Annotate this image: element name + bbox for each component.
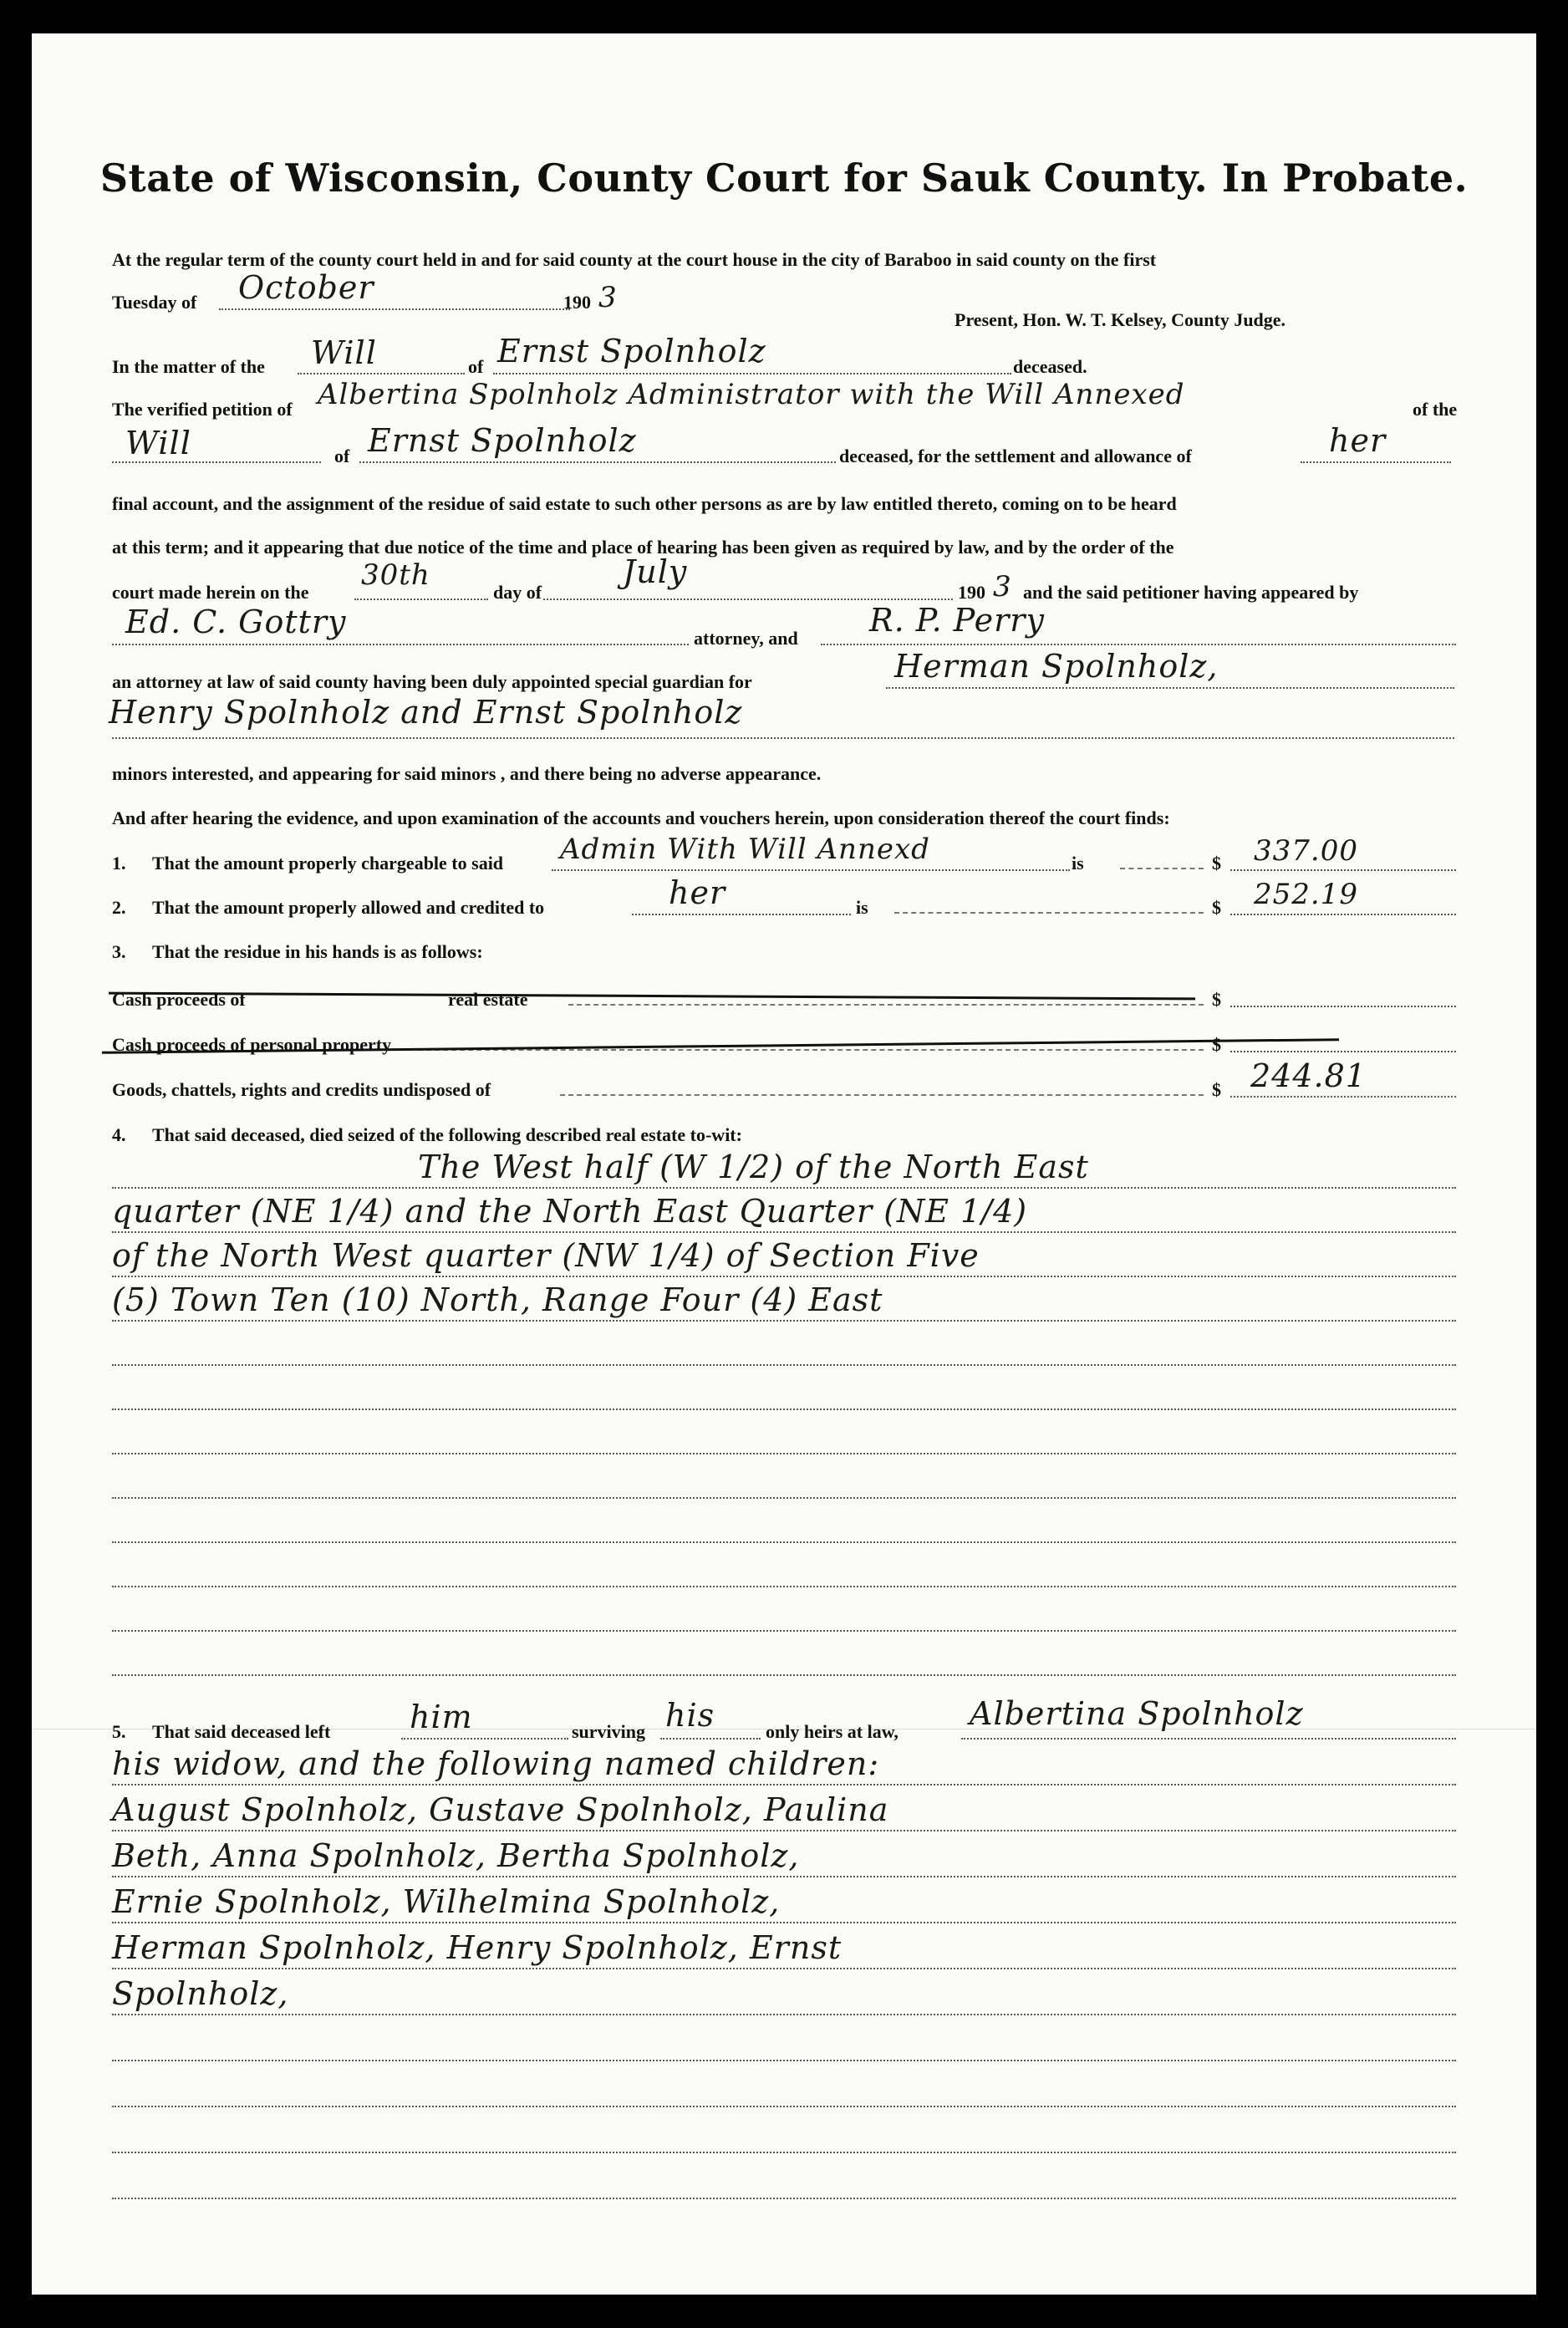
item1-party: Admin With Will Annexd <box>560 833 930 866</box>
cash-personal-dollar: $ <box>1212 1034 1221 1055</box>
hearing-year: 3 <box>598 281 618 314</box>
heirs-rule <box>112 1830 1456 1831</box>
heirs-line: Ernie Spolnholz, Wilhelmina Spolnholz, <box>112 1883 781 1920</box>
item3-number: 3. <box>112 941 126 962</box>
year-prefix: 190 <box>563 292 591 313</box>
heirs-rule <box>112 1876 1456 1877</box>
heirs-rule <box>112 2198 1456 2199</box>
item1-number: 1. <box>112 853 126 874</box>
land-rule <box>112 1586 1456 1587</box>
order-month: July <box>623 553 688 590</box>
item3-text: That the residue in his hands is as follows: <box>152 941 483 962</box>
item1-amount: 337.00 <box>1254 834 1358 868</box>
of-label: of <box>468 356 484 377</box>
land-rule <box>112 1276 1456 1277</box>
land-line: of the North West quarter (NW 1/4) of Section Five <box>112 1237 980 1274</box>
item1-leader <box>1120 868 1204 869</box>
heirs-rule <box>112 2152 1456 2153</box>
land-rule <box>112 1231 1456 1233</box>
goods-leader <box>560 1094 1204 1096</box>
pronoun-2: his <box>665 1697 715 1734</box>
item5-text: That said deceased left <box>152 1721 331 1742</box>
petitioner-name: Albertina Spolnholz Administrator with the Will Annexed <box>318 378 1185 411</box>
minor-1: Herman Spolnholz, <box>894 648 1219 685</box>
item2-party: her <box>669 874 726 911</box>
item2-is: is <box>856 897 868 918</box>
heirs-line: August Spolnholz, Gustave Spolnholz, Paulina <box>112 1791 889 1828</box>
petition-line5: at this term; and it appearing that due notice of the time and place of hearing has been given as required by law, and by the order of the <box>112 537 1174 558</box>
findings-intro: And after hearing the evidence, and upon examination of the accounts and vouchers herein, upon consideration thereof the court finds: <box>112 807 1170 828</box>
cash-real-dollar: $ <box>1212 989 1221 1010</box>
petitioner-appeared: and the said petitioner having appeared by <box>1023 582 1359 603</box>
item5-number: 5. <box>112 1721 126 1742</box>
petition-doc-type: Will <box>125 425 191 461</box>
item1-is: is <box>1072 853 1084 874</box>
goods-dollar: $ <box>1212 1079 1221 1100</box>
left-word: him <box>410 1699 473 1735</box>
petition-deceased-name: Ernst Spolnholz <box>368 422 637 459</box>
minors-line <box>112 737 1454 739</box>
land-rule <box>112 1187 1456 1189</box>
cash-real-amount-line <box>1230 1006 1456 1007</box>
verified-petition-label: The verified petition of <box>112 399 293 420</box>
item1-text: That the amount properly chargeable to said <box>152 853 504 874</box>
tuesday-of-label: Tuesday of <box>112 292 197 313</box>
left-word-line <box>401 1738 568 1740</box>
land-line: The West half (W 1/2) of the North East <box>418 1149 1089 1185</box>
heirs-rule <box>112 2106 1456 2107</box>
attorney-line <box>112 644 689 645</box>
pronoun2-line <box>660 1738 761 1740</box>
goods-label: Goods, chattels, rights and credits undisposed of <box>112 1079 491 1100</box>
order-day-line <box>354 599 488 600</box>
settlement-text: deceased, for the settlement and allowance of <box>839 446 1192 466</box>
heirs-rule <box>112 1922 1456 1923</box>
item2-dollar: $ <box>1212 897 1221 918</box>
item4-number: 4. <box>112 1124 126 1145</box>
item2-leader <box>894 912 1204 914</box>
matter-deceased-name: Ernst Spolnholz <box>497 333 766 369</box>
cash-real-label-b: real estate <box>448 989 528 1010</box>
land-rule <box>112 1674 1456 1676</box>
matter-doc-type: Will <box>311 334 377 371</box>
heirs-rule <box>112 2014 1456 2015</box>
court-made-label: court made herein on the <box>112 582 309 603</box>
order-day: 30th <box>361 558 430 592</box>
item2-number: 2. <box>112 897 126 918</box>
preamble-line1: At the regular term of the county court held in and for said county at the court house in the city of Baraboo in said county on the first <box>112 249 1157 270</box>
hearing-month: October <box>238 269 374 306</box>
minor1-line <box>886 687 1454 689</box>
heirs-rule <box>112 1784 1456 1785</box>
doc-type-line <box>298 373 465 374</box>
land-line: quarter (NE 1/4) and the North East Quarter (NE 1/4) <box>112 1193 1028 1230</box>
item4-text: That said deceased, died seized of the following described real estate to-wit: <box>152 1124 742 1145</box>
item2-amount: 252.19 <box>1254 878 1358 911</box>
item1-amount-line <box>1230 869 1456 871</box>
cash-real-label: Cash proceeds of <box>112 989 246 1010</box>
item2-party-line <box>632 914 851 915</box>
month-line <box>219 308 570 310</box>
heirs-rule <box>112 1968 1456 1969</box>
guardian-text: an attorney at law of said county having been duly appointed special guardian for <box>112 671 752 692</box>
heir-first-line <box>961 1738 1456 1740</box>
order-year-prefix: 190 <box>958 582 985 603</box>
attorney-and-label: attorney, and <box>694 628 798 649</box>
minors-names: Henry Spolnholz and Ernst Spolnholz <box>109 694 743 731</box>
item1-party-line <box>552 869 1070 871</box>
guardian-name: R. P. Perry <box>869 602 1045 639</box>
heirs-rule <box>112 2060 1456 2061</box>
petition-line4: final account, and the assignment of the residue of said estate to such other persons as are by law entitled thereto, coming on to be heard <box>112 493 1177 514</box>
cash-personal-amount-line <box>1230 1051 1456 1052</box>
land-line: (5) Town Ten (10) North, Range Four (4) East <box>112 1281 883 1318</box>
of-the-label: of the <box>1413 399 1458 420</box>
document-title: State of Wisconsin, County Court for Sauk County. In Probate. <box>99 155 1469 201</box>
land-rule <box>112 1453 1456 1454</box>
order-month-line <box>543 599 953 600</box>
pronoun-line <box>1301 461 1451 463</box>
attorney-name: Ed. C. Gottry <box>125 604 347 640</box>
goods-amount: 244.81 <box>1250 1057 1367 1094</box>
land-rule <box>112 1409 1456 1410</box>
present-judge: Present, Hon. W. T. Kelsey, County Judge. <box>955 309 1286 330</box>
item2-text: That the amount properly allowed and credited to <box>152 897 545 918</box>
land-rule <box>112 1630 1456 1632</box>
land-rule <box>112 1364 1456 1366</box>
deceased-label: deceased. <box>1013 356 1087 377</box>
guardian-line <box>821 644 1456 645</box>
only-heirs-label: only heirs at law, <box>766 1721 899 1742</box>
heirs-line: his widow, and the following named children: <box>112 1745 880 1782</box>
cash-personal-label: Cash proceeds of personal property <box>112 1034 392 1055</box>
heirs-line: Herman Spolnholz, Henry Spolnholz, Ernst <box>112 1929 843 1966</box>
land-rule <box>112 1541 1456 1543</box>
in-matter-label: In the matter of the <box>112 356 265 377</box>
cash-real-leader <box>568 1004 1204 1006</box>
minors-interested: minors interested, and appearing for said minors , and there being no adverse appearance. <box>112 763 822 784</box>
order-year: 3 <box>993 570 1012 604</box>
of-label-2: of <box>334 446 350 466</box>
item1-dollar: $ <box>1212 853 1221 874</box>
item2-amount-line <box>1230 914 1456 915</box>
goods-amount-line <box>1230 1096 1456 1098</box>
land-rule <box>112 1497 1456 1499</box>
heirs-line: Beth, Anna Spolnholz, Bertha Spolnholz, <box>112 1837 800 1874</box>
deceased-name-line-2 <box>359 461 836 463</box>
heir-first: Albertina Spolnholz <box>970 1695 1304 1732</box>
heirs-line: Spolnholz, <box>112 1975 289 2012</box>
surviving-label: surviving <box>572 1721 646 1742</box>
land-rule <box>112 1320 1456 1322</box>
day-of-label: day of <box>493 582 542 603</box>
deceased-name-line <box>493 373 1011 374</box>
doc-type-line-2 <box>112 461 321 463</box>
petition-pronoun: her <box>1329 422 1387 459</box>
